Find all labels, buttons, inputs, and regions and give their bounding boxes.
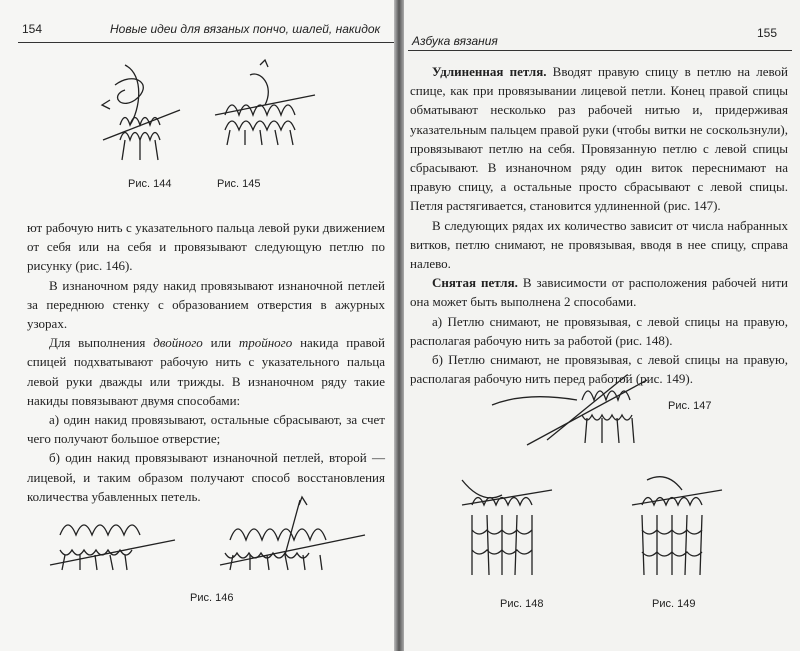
book-gutter	[394, 0, 404, 651]
left-page	[0, 0, 394, 651]
running-title-right: Азбука вязания	[412, 34, 498, 48]
paragraph: В изнаночном ряду накид провязывают изнаночной петлей за переднюю стенку с образованием отверстия в ажурных узорах.	[27, 277, 385, 332]
figure-145	[205, 55, 325, 165]
header-rule	[18, 42, 394, 43]
page-number-right: 155	[757, 26, 778, 40]
figure-148	[457, 475, 557, 585]
page-number-left: 154	[22, 22, 43, 36]
figure-144	[95, 55, 185, 165]
paragraph: В следующих рядах их количество зависит от числа набранных витков, петлю снимают, не провязывая, вводя в нее спицу, справа налево.	[410, 217, 788, 272]
paragraph: Снятая петля. В зависимости от расположения рабочей нити она может быть выполнена 2 способами.	[410, 275, 788, 310]
figure-146	[45, 495, 375, 580]
right-body-text	[410, 62, 788, 388]
paragraph: Для выполнения двойного или тройного накида правой спицей подхватывают рабочую нить с указательного пальца левой руки дважды или трижды. В изнаночном ряду такие накиды повязывают двумя способами:	[27, 335, 386, 408]
caption-fig-148: Рис. 148	[500, 598, 544, 610]
paragraph: а) Петлю снимают, не провязывая, с левой спицы на правую, располагая рабочую нить за работой (рис. 148).	[410, 313, 788, 348]
right-page	[404, 0, 800, 651]
paragraph: Удлиненная петля. Вводят правую спицу в петлю на левой спице, как при провязывании лицевой петли. Конец правой спицы обматывают несколько раз рабочей нитью и, придерживая указательным пальцем правой руки (чтобы витки не соскользнули), провязывают петлю на себя. Провязанную петлю с левой спицы сбрасывают. В изнаночном ряду один виток переснимают на правую спицу, а остальные просто сбрасывают с левой спицы. Петля растягивается, становится удлиненной (рис. 147).	[410, 64, 788, 214]
caption-fig-145: Рис. 145	[217, 178, 261, 190]
left-body-text	[27, 218, 385, 506]
paragraph: ют рабочую нить с указательного пальца левой руки движением от себя или на себя и провязывают следующую петлю по рисунку (рис. 146).	[27, 220, 385, 274]
figure-147	[487, 370, 657, 450]
caption-fig-149: Рис. 149	[652, 598, 696, 610]
paragraph: б) Петлю снимают, не провязывая, с левой спицы на правую, располагая рабочую нить перед работой (рис. 149).	[410, 352, 788, 387]
header-rule	[408, 50, 792, 51]
caption-fig-146: Рис. 146	[190, 592, 234, 604]
paragraph: б) один накид провязывают изнаночной петлей, второй — лицевой, и таким образом получают способ восстановления количества убавленных петель.	[27, 450, 385, 504]
caption-fig-147: Рис. 147	[668, 400, 712, 412]
figure-149	[627, 470, 727, 585]
caption-fig-144: Рис. 144	[128, 178, 172, 190]
paragraph: а) один накид провязывают, остальные сбрасывают, за счет чего получают большое отверстие;	[27, 412, 385, 447]
running-title-left: Новые идеи для вязаных пончо, шалей, накидок	[110, 22, 381, 36]
